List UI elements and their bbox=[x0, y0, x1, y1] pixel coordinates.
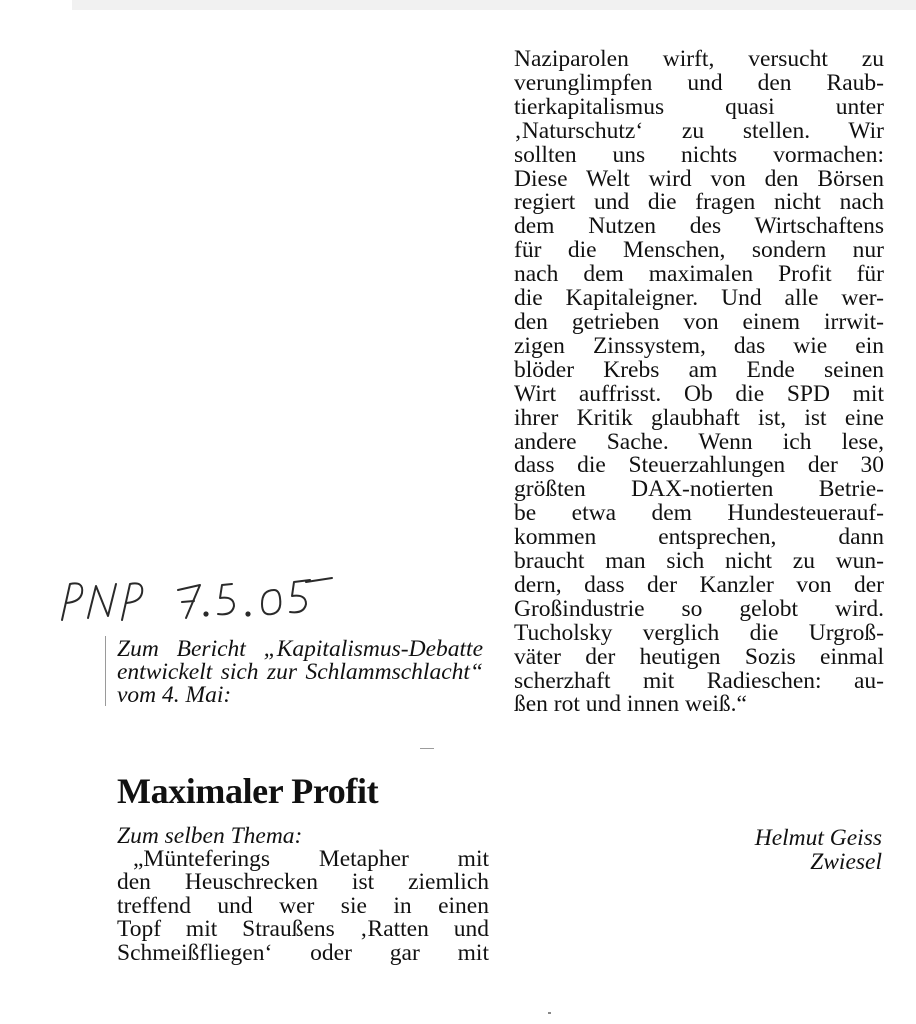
subheading: Zum selben Thema: bbox=[117, 823, 303, 849]
text-line: zigen Zinssystem, das wie ein bbox=[514, 332, 884, 359]
author-place: Zwiesel bbox=[810, 849, 882, 875]
text-line: die Kapitaleigner. Und alle wer- bbox=[514, 285, 884, 312]
text-line: Schmeißfliegen‘ oder gar mit bbox=[117, 939, 489, 966]
text-line: „Münteferings Metapher mit bbox=[133, 846, 489, 872]
text-line: blöder Krebs am Ende seinen bbox=[514, 356, 884, 383]
text-line: verunglimpfen und den Raub- bbox=[514, 69, 884, 96]
text-line: sollten uns nichts vormachen: bbox=[514, 141, 884, 168]
text-line: größten DAX-notierten Betrie- bbox=[514, 476, 884, 503]
text-line: ihrer Kritik glaubhaft ist, ist eine bbox=[514, 404, 884, 431]
text-line: Naziparolen wirft, versucht zu bbox=[514, 46, 884, 72]
text-line: Topf mit Straußens ‚Ratten und bbox=[117, 916, 489, 943]
scan-top-strip bbox=[72, 0, 916, 10]
text-line: für die Menschen, sondern nur bbox=[514, 237, 884, 264]
reference-margin-line bbox=[105, 636, 106, 706]
scan-speck bbox=[548, 1012, 551, 1014]
handwritten-date-note bbox=[44, 566, 344, 628]
text-line: Wirt auffrisst. Ob die SPD mit bbox=[514, 380, 884, 407]
text-line: be etwa dem Hundesteuerauf- bbox=[514, 500, 884, 527]
text-line: dass die Steuerzahlungen der 30 bbox=[514, 452, 884, 479]
scan-smudge bbox=[420, 748, 434, 749]
text-line: andere Sache. Wenn ich lese, bbox=[514, 428, 884, 455]
letter-reference: Zum Bericht „Kapitalismus-Debatte entwickelt sich zur Schlammschlacht“ vom 4. Mai: bbox=[117, 636, 483, 708]
text-line: dern, dass der Kanzler von der bbox=[514, 571, 884, 598]
text-line: treffend und wer sie in einen bbox=[117, 892, 489, 919]
headline: Maximaler Profit bbox=[117, 771, 379, 811]
text-line: Großindustrie so gelobt wird. bbox=[514, 595, 884, 622]
text-line: tierkapitalismus quasi unter bbox=[514, 93, 884, 120]
author-name: Helmut Geiss bbox=[754, 825, 882, 851]
text-line: scherzhaft mit Radieschen: au- bbox=[514, 667, 884, 694]
text-line: ‚Naturschutz‘ zu stellen. Wir bbox=[514, 117, 884, 144]
author-signature bbox=[582, 826, 882, 874]
text-line: väter der heutigen Sozis einmal bbox=[514, 643, 884, 670]
text-line: kommen entsprechen, dann bbox=[514, 524, 884, 551]
body-text-left-column bbox=[117, 848, 489, 965]
text-line: den Heuschrecken ist ziemlich bbox=[117, 869, 489, 896]
text-line: braucht man sich nicht zu wun- bbox=[514, 548, 884, 575]
text-line: Tucholsky verglich die Urgroß- bbox=[514, 619, 884, 646]
text-line: nach dem maximalen Profit für bbox=[514, 261, 884, 288]
body-text-right-column bbox=[514, 48, 884, 717]
text-line: Diese Welt wird von den Börsen bbox=[514, 165, 884, 192]
text-line: dem Nutzen des Wirtschaftens bbox=[514, 213, 884, 240]
text-line: ßen rot und innen weiß.“ bbox=[514, 691, 747, 718]
text-line: regiert und die fragen nicht nach bbox=[514, 189, 884, 216]
handwritten-note-drawing bbox=[44, 566, 344, 628]
text-line: den getrieben von einem irrwit- bbox=[514, 308, 884, 335]
